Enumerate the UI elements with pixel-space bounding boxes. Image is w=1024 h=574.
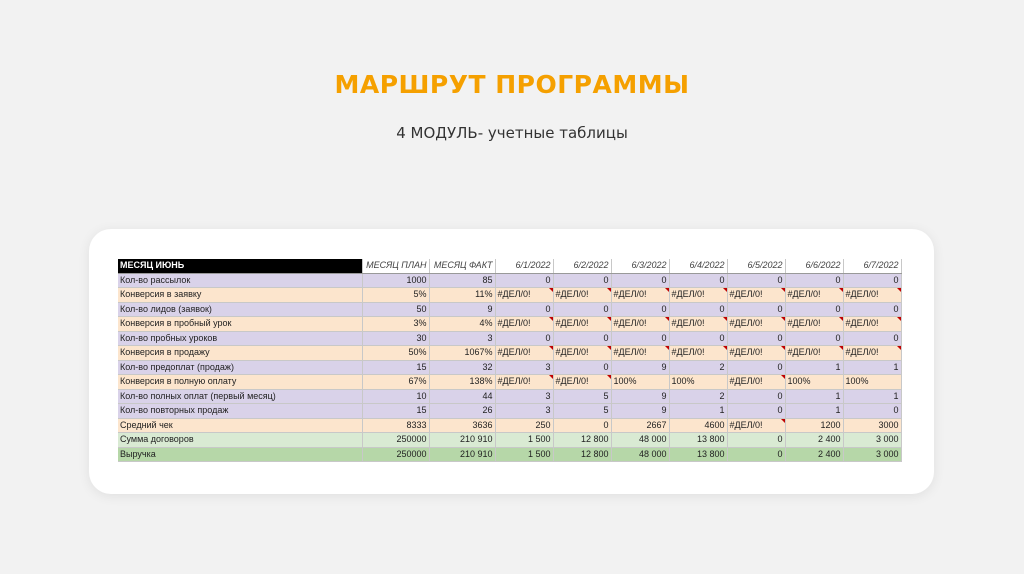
table-cell: 1 — [669, 404, 727, 419]
table-row — [118, 433, 901, 448]
table-cell: 0 — [785, 302, 843, 317]
row-label: Средний чек — [118, 418, 362, 433]
table-cell: 15 — [362, 360, 429, 375]
table-cell: #ДЕЛ/0! — [727, 346, 785, 361]
table-cell: 3 — [495, 404, 553, 419]
table-cell: #ДЕЛ/0! — [553, 317, 611, 332]
row-label: Конверсия в продажу — [118, 346, 362, 361]
table-cell: 1 500 — [495, 433, 553, 448]
table-cell: 0 — [727, 389, 785, 404]
header-cell: 6/2/2022 — [553, 259, 611, 273]
table-cell: 1067% — [429, 346, 495, 361]
table-cell: #ДЕЛ/0! — [553, 346, 611, 361]
table-cell: #ДЕЛ/0! — [495, 288, 553, 303]
table-cell: 10 — [362, 389, 429, 404]
header-cell: 6/6/2022 — [785, 259, 843, 273]
table-cell: 0 — [669, 273, 727, 288]
page-subtitle: 4 МОДУЛЬ- учетные таблицы — [396, 124, 628, 142]
table-cell: #ДЕЛ/0! — [495, 375, 553, 390]
table-cell: 5 — [553, 389, 611, 404]
table-cell: 3000 — [843, 418, 901, 433]
spreadsheet-body — [118, 259, 901, 462]
table-row — [118, 375, 901, 390]
header-cell: МЕСЯЦ ПЛАН — [362, 259, 429, 273]
table-cell: 0 — [553, 418, 611, 433]
header-cell: 6/4/2022 — [669, 259, 727, 273]
table-cell: 250 — [495, 418, 553, 433]
table-cell: #ДЕЛ/0! — [785, 288, 843, 303]
table-cell: 48 000 — [611, 447, 669, 462]
month-label-cell: МЕСЯЦ ИЮНЬ — [118, 259, 362, 273]
table-cell: 0 — [843, 302, 901, 317]
table-cell: 2 400 — [785, 433, 843, 448]
table-cell: #ДЕЛ/0! — [553, 375, 611, 390]
table-cell: 0 — [495, 331, 553, 346]
table-cell: 67% — [362, 375, 429, 390]
header-cell: 6/7/2022 — [843, 259, 901, 273]
table-cell: 0 — [727, 433, 785, 448]
table-cell: #ДЕЛ/0! — [727, 375, 785, 390]
table-cell: 5% — [362, 288, 429, 303]
table-cell: 0 — [495, 273, 553, 288]
table-cell: 9 — [611, 389, 669, 404]
table-row — [118, 273, 901, 288]
table-cell: 1 — [843, 360, 901, 375]
table-cell: 0 — [611, 331, 669, 346]
table-cell: 0 — [727, 302, 785, 317]
table-cell: 0 — [553, 273, 611, 288]
table-cell: 3636 — [429, 418, 495, 433]
header-cell: МЕСЯЦ ФАКТ — [429, 259, 495, 273]
table-cell: 250000 — [362, 447, 429, 462]
table-row — [118, 288, 901, 303]
table-cell: 250000 — [362, 433, 429, 448]
table-cell: 210 910 — [429, 447, 495, 462]
row-label: Кол-во рассылок — [118, 273, 362, 288]
table-cell: 12 800 — [553, 433, 611, 448]
table-cell: 11% — [429, 288, 495, 303]
table-cell: 0 — [495, 302, 553, 317]
row-label: Выручка — [118, 447, 362, 462]
spreadsheet-table — [118, 259, 902, 462]
table-cell: #ДЕЛ/0! — [727, 288, 785, 303]
table-cell: 3 — [495, 360, 553, 375]
table-cell: 9 — [429, 302, 495, 317]
table-cell: 1 500 — [495, 447, 553, 462]
table-cell: 50 — [362, 302, 429, 317]
table-cell: 0 — [553, 302, 611, 317]
table-cell: 1 — [785, 389, 843, 404]
table-cell: #ДЕЛ/0! — [669, 317, 727, 332]
table-cell: #ДЕЛ/0! — [785, 317, 843, 332]
table-cell: 0 — [669, 302, 727, 317]
table-cell: 26 — [429, 404, 495, 419]
table-cell: 210 910 — [429, 433, 495, 448]
table-cell: 1200 — [785, 418, 843, 433]
table-cell: 13 800 — [669, 447, 727, 462]
row-label: Сумма договоров — [118, 433, 362, 448]
table-cell: #ДЕЛ/0! — [495, 317, 553, 332]
header-cell: 6/1/2022 — [495, 259, 553, 273]
table-cell: 0 — [553, 360, 611, 375]
table-cell: #ДЕЛ/0! — [495, 346, 553, 361]
table-cell: 48 000 — [611, 433, 669, 448]
row-label: Кол-во предоплат (продаж) — [118, 360, 362, 375]
table-cell: 15 — [362, 404, 429, 419]
table-cell: 9 — [611, 360, 669, 375]
row-label: Кол-во пробных уроков — [118, 331, 362, 346]
table-cell: 138% — [429, 375, 495, 390]
table-cell: 0 — [785, 273, 843, 288]
table-cell: 1 — [785, 404, 843, 419]
table-cell: 100% — [611, 375, 669, 390]
header-cell: 6/3/2022 — [611, 259, 669, 273]
table-cell: 1000 — [362, 273, 429, 288]
table-cell: 30 — [362, 331, 429, 346]
table-cell: 0 — [727, 331, 785, 346]
table-cell: 0 — [727, 447, 785, 462]
table-cell: 1 — [785, 360, 843, 375]
table-cell: #ДЕЛ/0! — [553, 288, 611, 303]
table-cell: 0 — [611, 273, 669, 288]
table-cell: 100% — [843, 375, 901, 390]
table-cell: 0 — [785, 331, 843, 346]
table-row — [118, 418, 901, 433]
table-cell: #ДЕЛ/0! — [611, 317, 669, 332]
table-cell: 50% — [362, 346, 429, 361]
table-cell: 4% — [429, 317, 495, 332]
table-cell: 0 — [843, 331, 901, 346]
row-label: Конверсия в полную оплату — [118, 375, 362, 390]
table-cell: 12 800 — [553, 447, 611, 462]
table-cell: 1 — [843, 389, 901, 404]
table-row — [118, 331, 901, 346]
row-label: Кол-во лидов (заявок) — [118, 302, 362, 317]
table-cell: 13 800 — [669, 433, 727, 448]
table-cell: 3 000 — [843, 433, 901, 448]
table-cell: 85 — [429, 273, 495, 288]
header-row — [118, 259, 901, 273]
table-cell: #ДЕЛ/0! — [669, 346, 727, 361]
table-cell: 3% — [362, 317, 429, 332]
table-row — [118, 404, 901, 419]
table-cell: 0 — [611, 302, 669, 317]
table-row — [118, 302, 901, 317]
table-cell: 8333 — [362, 418, 429, 433]
table-cell: 2667 — [611, 418, 669, 433]
table-cell: 100% — [785, 375, 843, 390]
table-cell: 0 — [727, 404, 785, 419]
table-cell: #ДЕЛ/0! — [843, 288, 901, 303]
table-cell: #ДЕЛ/0! — [727, 317, 785, 332]
table-row — [118, 317, 901, 332]
table-cell: #ДЕЛ/0! — [669, 288, 727, 303]
row-label: Конверсия в заявку — [118, 288, 362, 303]
header-cell: 6/5/2022 — [727, 259, 785, 273]
table-cell: #ДЕЛ/0! — [727, 418, 785, 433]
table-row — [118, 360, 901, 375]
table-cell: 5 — [553, 404, 611, 419]
table-cell: 2 400 — [785, 447, 843, 462]
row-label: Кол-во повторных продаж — [118, 404, 362, 419]
table-cell: 0 — [843, 273, 901, 288]
table-cell: 9 — [611, 404, 669, 419]
table-row — [118, 389, 901, 404]
table-cell: 0 — [727, 273, 785, 288]
table-cell: 0 — [843, 404, 901, 419]
table-cell: 44 — [429, 389, 495, 404]
table-cell: #ДЕЛ/0! — [785, 346, 843, 361]
table-cell: #ДЕЛ/0! — [611, 346, 669, 361]
row-label: Кол-во полных оплат (первый месяц) — [118, 389, 362, 404]
table-cell: 3 — [495, 389, 553, 404]
table-cell: #ДЕЛ/0! — [611, 288, 669, 303]
table-cell: 2 — [669, 360, 727, 375]
table-cell: 32 — [429, 360, 495, 375]
table-cell: 0 — [727, 360, 785, 375]
row-label: Конверсия в пробный урок — [118, 317, 362, 332]
table-cell: 2 — [669, 389, 727, 404]
table-row — [118, 447, 901, 462]
table-cell: #ДЕЛ/0! — [843, 346, 901, 361]
table-cell: #ДЕЛ/0! — [843, 317, 901, 332]
table-cell: 100% — [669, 375, 727, 390]
table-row — [118, 346, 901, 361]
page-title: МАРШРУТ ПРОГРАММЫ — [334, 70, 690, 99]
table-cell: 3 000 — [843, 447, 901, 462]
table-cell: 3 — [429, 331, 495, 346]
table-cell: 0 — [669, 331, 727, 346]
table-cell: 4600 — [669, 418, 727, 433]
table-cell: 0 — [553, 331, 611, 346]
